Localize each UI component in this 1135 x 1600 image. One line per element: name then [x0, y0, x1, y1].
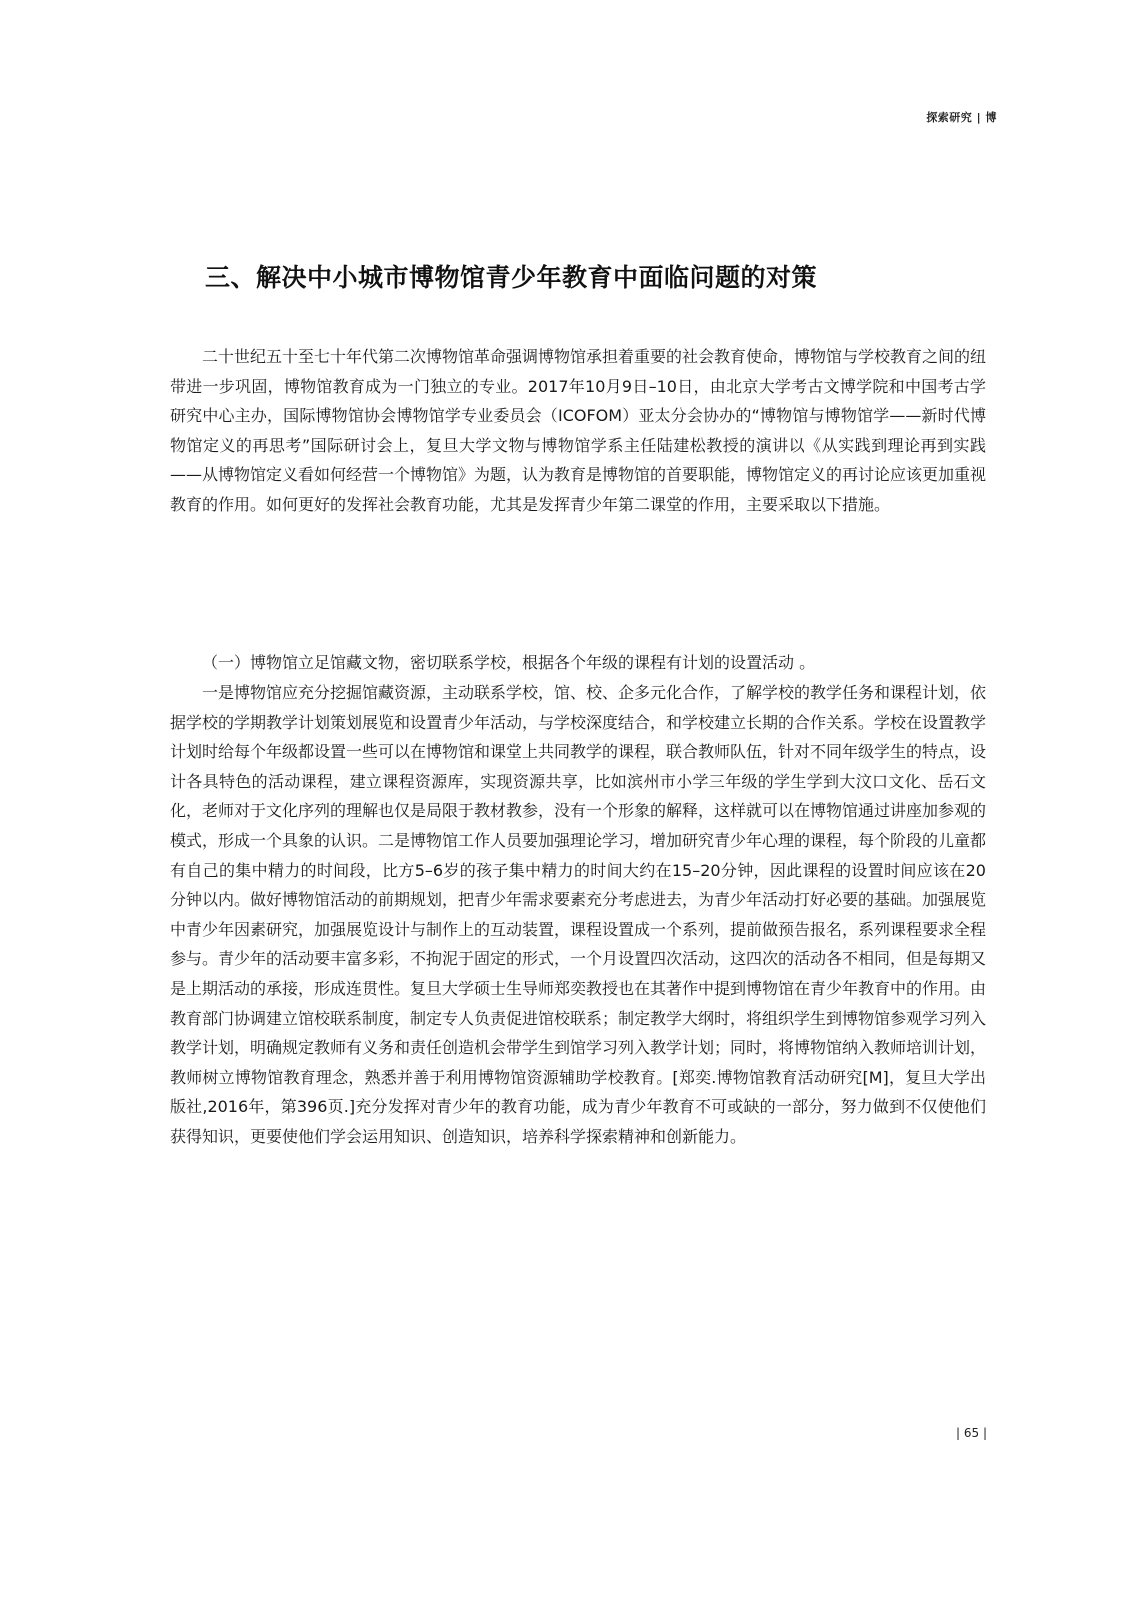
section-title: 三、解决中小城市博物馆青少年教育中面临问题的对策 — [205, 263, 818, 292]
subsection-heading: （一）博物馆立足馆藏文物，密切联系学校，根据各个年级的课程有计划的设置活动 。 — [202, 653, 816, 672]
running-header: 探索研究 | 博 — [926, 111, 997, 124]
intro-paragraph: 二十世纪五十至七十年代第二次博物馆革命强调博物馆承担着重要的社会教育使命，博物馆与学校教育之间的纽带进一步巩固，博物馆教育成为一门独立的专业。2017年10月9日–10日，由北京大学考古文博学院和中国考古学研究中心主办，国际博物馆协会博物馆学专业委员会（ICOFOM）亚太分会协办的“博物馆与博物馆学——新时代博物馆定义的再思考”国际研讨会上，复旦大学文物与博物馆学系主任陆建松教授的演讲以《从实践到理论再到实践——从博物馆定义看如何经营一个博物馆》为题，认为教育是博物馆的首要职能，博物馆定义的再讨论应该更加重视教育的作用。如何更好的发挥社会教育功能，尤其是发挥青少年第二课堂的作用，主要采取以下措施。 — [170, 347, 987, 514]
page-number: | 65 | — [956, 1426, 987, 1440]
body-paragraph: 一是博物馆应充分挖掘馆藏资源，主动联系学校，馆、校、企多元化合作，了解学校的教学任务和课程计划，依据学校的学期教学计划策划展览和设置青少年活动，与学校深度结合，和学校建立长期的合作关系。学校在设置教学计划时给每个年级都设置一些可以在博物馆和课堂上共同教学的课程，联合教师队伍，针对不同年级学生的特点，设计各具特色的活动课程，建立课程资源库，实现资源共享，比如滨州市小学三年级的学生学到大汶口文化、岳石文化，老师对于文化序列的理解也仅是局限于教材教参，没有一个形象的解释，这样就可以在博物馆通过讲座加参观的模式，形成一个具象的认识。二是博物馆工作人员要加强理论学习，增加研究青少年心理的课程，每个阶段的儿童都有自己的集中精力的时间段，比方5–6岁的孩子集中精力的时间大约在15–20分钟，因此课程的设置时间应该在20分钟以内。做好博物馆活动的前期规划，把青少年需求要素充分考虑进去，为青少年活动打好必要的基础。加强展览中青少年因素研究，加强展览设计与制作上的互动装置，课程设置成一个系列，提前做预告报名，系列课程要求全程参与。青少年的活动要丰富多彩，不拘泥于固定的形式，一个月设置四次活动，这四次的活动各不相同，但是每期又是上期活动的承接，形成连贯性。复旦大学硕士生导师郑奕教授也在其著作中提到博物馆在青少年教育中的作用。由教育部门协调建立馆校联系制度，制定专人负责促进馆校联系；制定教学大纲时，将组织学生到博物馆参观学习列入教学计划，明确规定教师有义务和责任创造机会带学生到馆学习列入教学计划；同时，将博物馆纳入教师培训计划，教师树立博物馆教育理念，熟悉并善于利用博物馆资源辅助学校教育。[郑奕.博物馆教育活动研究[M]，复旦大学出版社,2016年，第396页.]充分发挥对青少年的教育功能，成为青少年教育不可或缺的一部分，努力做到不仅使他们获得知识，更要使他们学会运用知识、创造知识，培养科学探索精神和创新能力。 — [170, 683, 987, 1146]
